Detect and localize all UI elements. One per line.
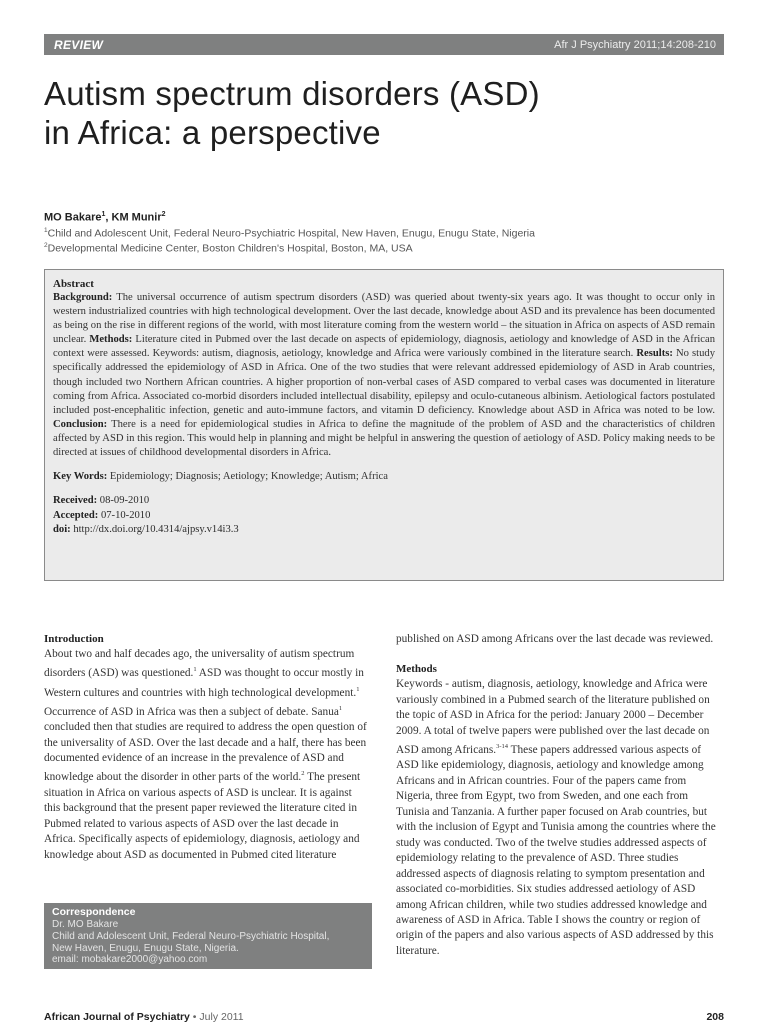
article-dates — [53, 494, 715, 537]
footer-date: July 2011 — [199, 1011, 244, 1023]
ref-mark: 1 — [338, 704, 343, 712]
doi — [53, 523, 715, 537]
intro-text-1: About two and half decades ago, the universality of autism spectrum disorders (ASD) was questioned. — [44, 648, 355, 680]
abstract-body — [53, 291, 715, 460]
accepted-date — [53, 509, 715, 523]
affiliation-1-mark: 1 — [44, 227, 48, 234]
author-list — [44, 211, 166, 224]
keywords — [53, 470, 715, 484]
affiliation-1-text: Child and Adolescent Unit, Federal Neuro-Psychiatric Hospital, New Haven, Enugu, Enugu State, Nigeria — [47, 227, 535, 240]
article-title — [44, 74, 724, 152]
background-text: The universal occurrence of autism spectrum disorders (ASD) was queried about twenty-six years ago. It was thought to occur only in western industrialized countries with high technological development. Over the last decade, knowledge about ASD and its prevalence has been documented as being on the rise in different regions of the world, with most literature coming from the western world – the situation in Africa on aspects of ASD remain unclear. — [53, 292, 715, 346]
author-1: MO Bakare — [44, 211, 102, 224]
section-header-bar — [44, 34, 724, 55]
accepted-value: 07-10-2010 — [98, 509, 151, 521]
received-value: 08-09-2010 — [97, 495, 150, 507]
methods-paragraph — [396, 677, 722, 959]
author-2: KM Munir — [111, 211, 162, 224]
affiliation-2 — [44, 242, 413, 255]
conclusion-text: There is a need for epidemiological studies in Africa to define the magnitude of the problem of ASD and the characteristics of children affected by ASD in this region. This would help in planning and might be helpful in answering the question of aetiology of ASD. Policy making needs to be directed at issues of childhood developmental disorders in Africa. — [53, 418, 715, 459]
page-number: 208 — [706, 1011, 724, 1023]
received-date — [53, 494, 715, 508]
abstract-heading: Abstract — [53, 278, 94, 290]
methods-label: Methods: — [89, 334, 133, 346]
correspondence-email[interactable]: email: mobakare2000@yahoo.com — [52, 954, 208, 966]
correspondence-box — [44, 903, 372, 969]
intro-text-3: Occurrence of ASD in Africa was then a subject of debate. Sanua — [44, 705, 339, 718]
keywords-label: Key Words: — [53, 471, 108, 483]
correspondence-name: Dr. MO Bakare — [52, 919, 119, 930]
footer-journal-name: African Journal of Psychiatry — [44, 1011, 190, 1023]
accepted-label: Accepted: — [53, 509, 99, 521]
conclusion-label: Conclusion: — [53, 418, 108, 430]
introduction-heading: Introduction — [44, 633, 104, 645]
correspondence-heading: Correspondence — [52, 906, 136, 918]
results-label: Results: — [636, 348, 673, 360]
paragraph-gap — [396, 647, 722, 662]
page-footer — [44, 1011, 724, 1023]
abstract-box — [44, 269, 724, 581]
doi-label: doi: — [53, 524, 71, 536]
keywords-text: Epidemiology; Diagnosis; Aetiology; Knowledge; Autism; Africa — [107, 471, 388, 483]
doi-link[interactable]: http://dx.doi.org/10.4314/ajpsy.v14i3.3 — [70, 524, 239, 536]
author-separator: , — [105, 211, 112, 224]
methods-text: Literature cited in Pubmed over the last decade on aspects of epidemiology, diagnosis, aetiology and knowledge of ASD in the African context were assessed. Keywords: autism, diagnosis, aetiology, knowledge and Africa were variously combined in the literature search. — [53, 334, 715, 360]
left-column — [44, 632, 370, 863]
footer-journal-info — [44, 1011, 244, 1023]
methods-heading: Methods — [396, 663, 437, 676]
affiliation-1 — [44, 227, 535, 240]
intro-text-2: ASD was thought to occur mostly in Western cultures and countries with high technological development. — [44, 667, 364, 699]
introduction-paragraph — [44, 647, 370, 863]
background-label: Background: — [53, 292, 113, 303]
intro-text-5: The present situation in Africa on various aspects of ASD is unclear. It is against this background that the present paper reviewed the literature cited in Pubmed related to various aspects of ASD over the last decade in Africa. Specifically aspects of epidemiology, diagnosis, aetiology and knowledge about ASD as documented in Pubmed cited literature — [44, 771, 361, 861]
results-text: No study specifically addressed the epidemiology of ASD in Africa. One of the two studies that were relevant addressed epidemiology of ASD in Arab countries, though included two Northern African countries. A higher proportion of non-verbal cases of ASD compared to verbal cases was documented in literature coming from Africa. Associated co-morbid disorders included intellectual disability, epilepsy and oculo-cutaneous albinism. Aetiological factors postulated included post-encephalitic infection, genetic and auto-immune factors, and vitamin D deficiency. Knowledge about ASD in Africa was noted to be low. — [53, 348, 715, 416]
affiliation-2-text: Developmental Medicine Center, Boston Children's Hospital, Boston, MA, USA — [47, 242, 413, 255]
ref-mark: 1 — [193, 666, 197, 674]
section-tag: REVIEW — [54, 37, 104, 52]
methods-text-2: These papers addressed various aspects of ASD like epidemiology, diagnosis, aetiology and knowledge among Africans and in African countries. Four of the papers came from Nigeria, three from Egypt, two from Sweden, and one each from Tunisia and Tanzania. A further paper focused on Arab countries, but with the inclusion of Egypt and Tunisia among the countries where the study was conducted. Two of the twelve studies addressed aspects of epidemiology relating to the prevalence of ASD. Three studies addressed aspects of diagnosis relating to symptom presentation and associated co-morbidities. Six studies addressed aetiology of ASD among African children, while two studies addressed knowledge and awareness of ASD in Africa. Table I shows the country or region of origin of the papers and also various aspects of ASD addressed by this literature. — [396, 744, 716, 957]
author-1-affil-mark: 1 — [101, 211, 106, 218]
right-column — [396, 632, 722, 959]
received-label: Received: — [53, 495, 98, 507]
methods-text-1: Keywords - autism, diagnosis, aetiology, knowledge and Africa were variously combined in a Pubmed search of the literature published on the topic of ASD in Africa for the period: January 2000 – December 2009. A total of twelve papers were published over the last decade on ASD among Africans. — [396, 678, 710, 757]
ref-mark: 3-14 — [496, 743, 509, 751]
journal-citation: Afr J Psychiatry 2011;14:208-210 — [554, 38, 716, 51]
author-2-affil-mark: 2 — [161, 211, 166, 218]
ref-mark: 2 — [301, 770, 305, 778]
intro-text-4: concluded then that studies are required to address the open question of the universality of ASD. Over the last decade and a half, there has been documented evidence of an increase in the prevalence of ASD and knowledge about the disorder in other parts of the world. — [44, 721, 367, 784]
title-line-1: Autism spectrum disorders (ASD) — [44, 75, 540, 112]
ref-mark: 1 — [356, 685, 360, 693]
correspondence-address-2: New Haven, Enugu, Enugu State, Nigeria. — [52, 942, 239, 954]
introduction-continued: published on ASD among Africans over the last decade was reviewed. — [396, 633, 714, 645]
title-line-2: in Africa: a perspective — [44, 114, 381, 151]
footer-bullet: • — [189, 1011, 200, 1023]
affiliation-2-mark: 2 — [44, 242, 48, 249]
correspondence-address-1: Child and Adolescent Unit, Federal Neuro-Psychiatric Hospital, — [52, 930, 330, 942]
